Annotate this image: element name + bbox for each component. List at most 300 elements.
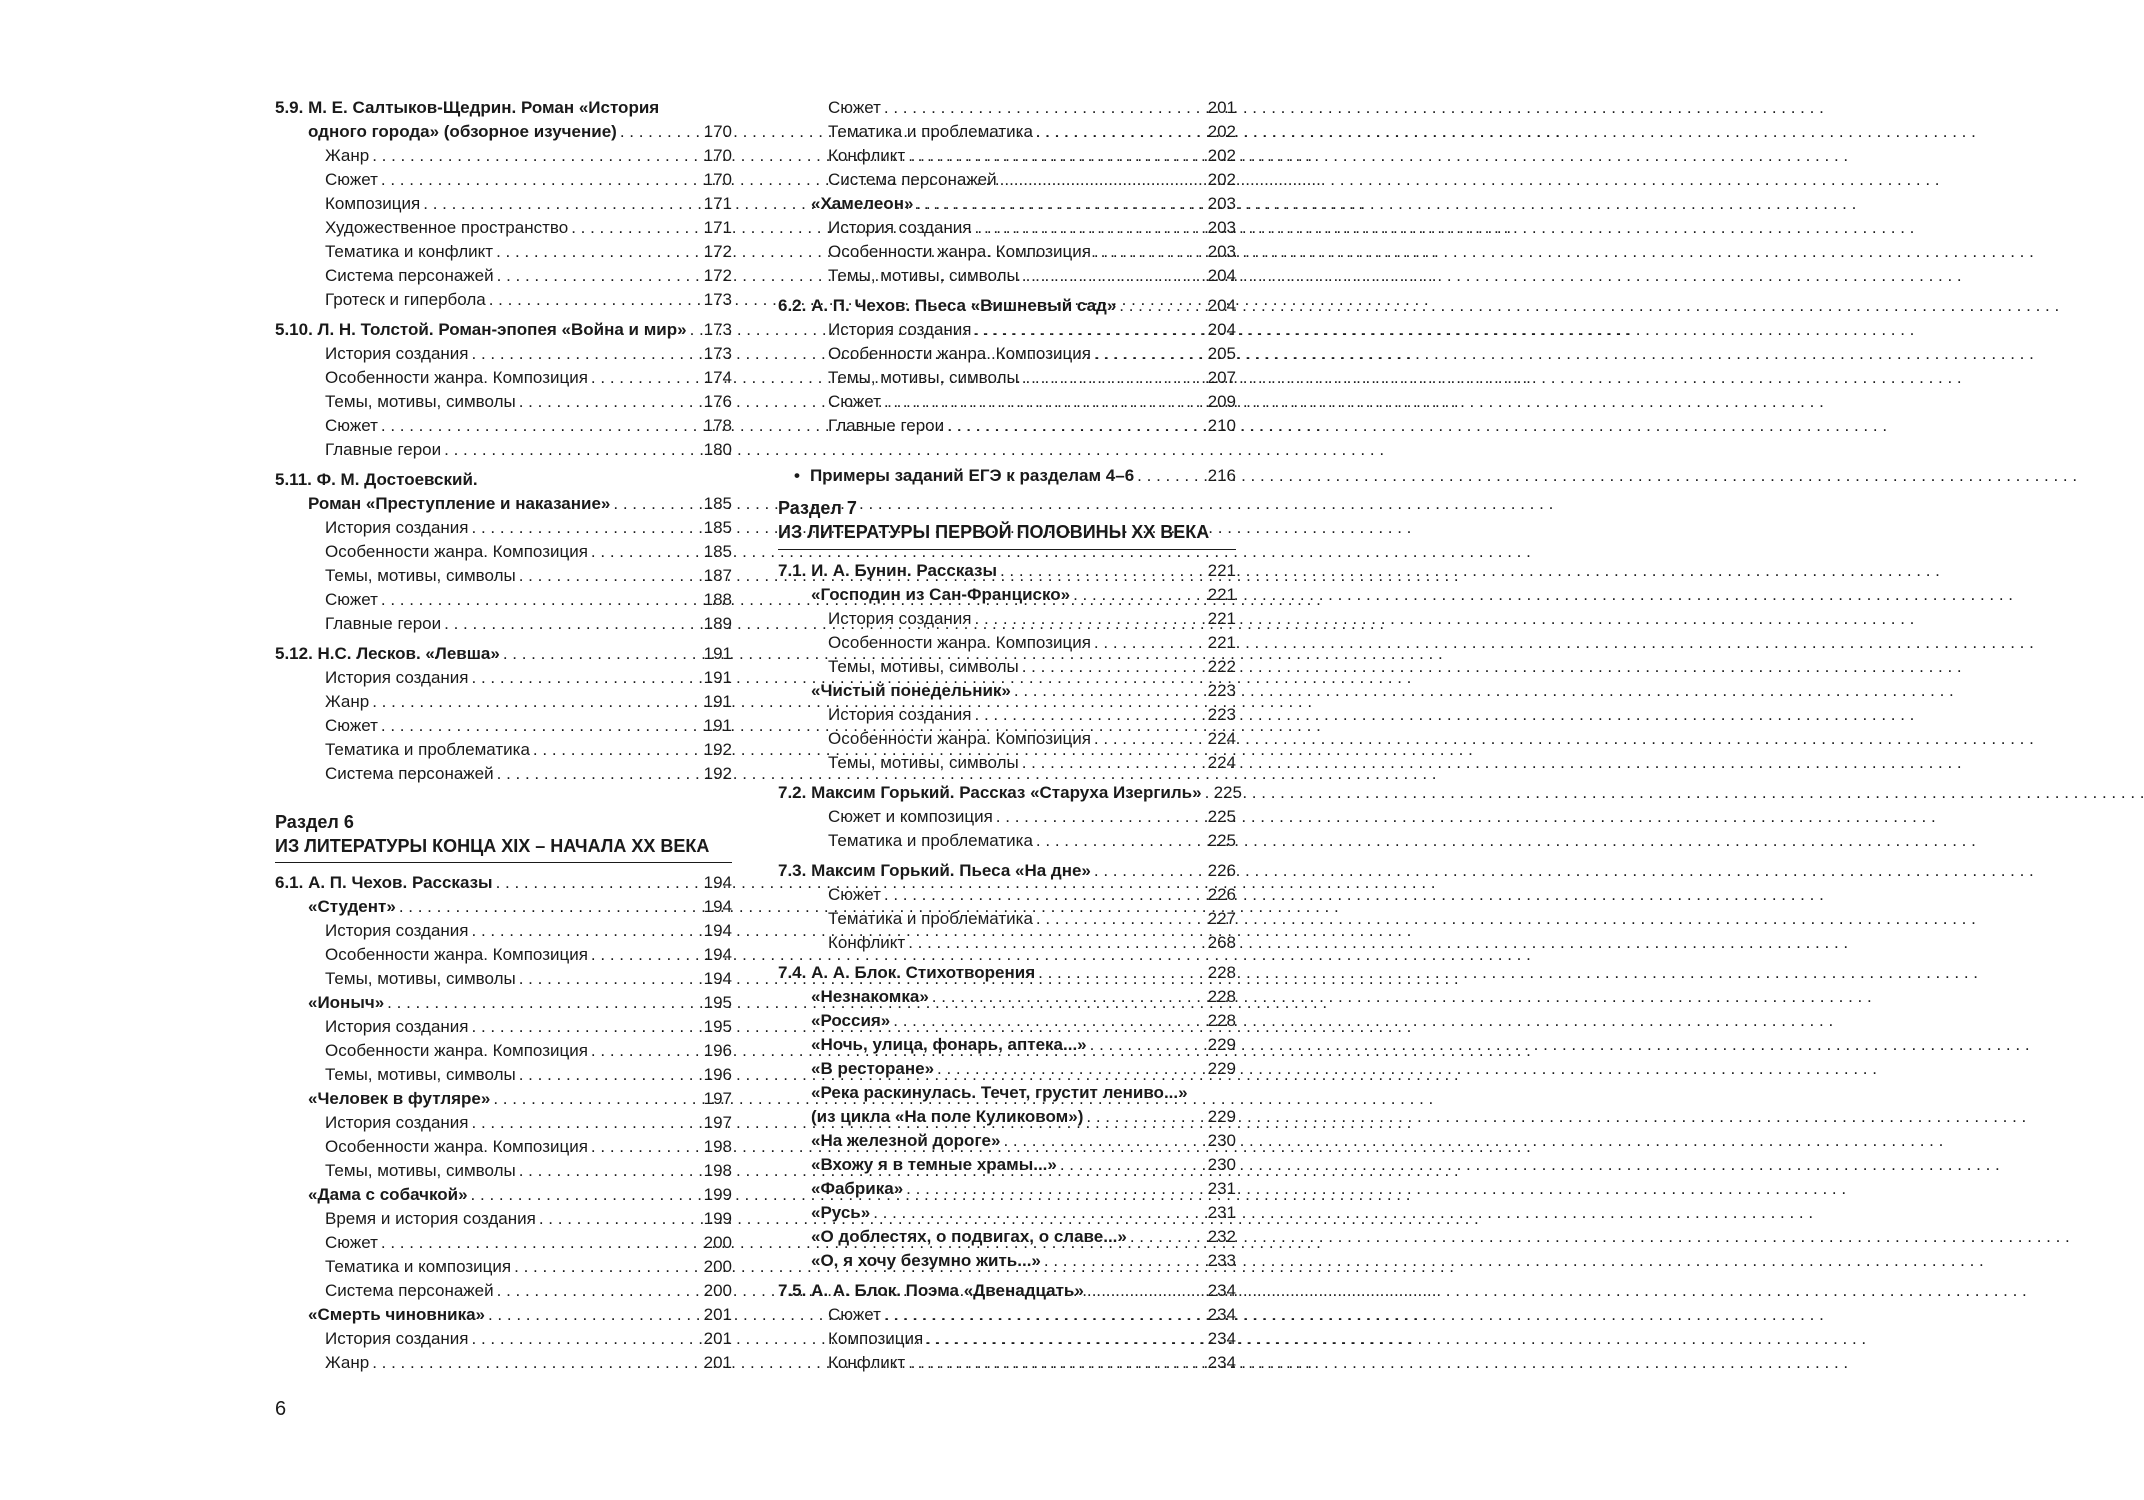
toc-entry-title: Особенности жанра. Композиция [325, 368, 588, 387]
toc-entry-title: Художественное пространство [325, 218, 569, 237]
toc-entry-title: Жанр [325, 1353, 370, 1372]
toc-entry-page: 185 [703, 494, 732, 513]
toc-entry-title: Темы, мотивы, символы [325, 969, 516, 988]
toc-entry-title: «На железной дороге» [811, 1131, 1001, 1150]
toc-entry-title: Особенности жанра. Композиция [325, 1041, 588, 1060]
toc-entry-page: 201 [703, 1329, 732, 1348]
leader-dots [1033, 831, 1205, 851]
leader-dots [881, 1305, 1205, 1325]
leader-dots [469, 1113, 701, 1133]
toc-entry-title: «Дама с собачкой» [308, 1185, 468, 1204]
leader-dots [469, 518, 701, 538]
leader-dots [494, 764, 701, 784]
leader-dots [890, 1011, 1204, 1031]
leader-dots [1070, 585, 1205, 605]
toc-entry [778, 653, 1236, 677]
toc-entry-page: 228 [1207, 987, 1236, 1006]
section-7-label: Раздел 7 [778, 498, 857, 518]
leader-dots [469, 1329, 701, 1349]
toc-entry-title: «Студент» [308, 897, 396, 916]
leader-dots [420, 194, 700, 214]
toc-entry-page: 223 [1207, 681, 1236, 700]
toc-entry-title: Темы, мотивы, символы [828, 368, 1019, 387]
toc-entry-title: История создания [828, 218, 972, 237]
leader-dots [1019, 368, 1205, 388]
toc-entry [275, 436, 732, 460]
toc-entry [778, 1223, 1236, 1247]
toc-entry-page: 221 [1207, 633, 1236, 652]
leader-dots [493, 873, 701, 893]
toc-entry [275, 166, 732, 190]
toc-entry [778, 1277, 1236, 1301]
toc-entry-title: История создания [325, 668, 469, 687]
toc-entry-title: «Россия» [811, 1011, 891, 1030]
toc-entry-page: 197 [703, 1113, 732, 1132]
toc-entry-page: 232 [1207, 1227, 1236, 1246]
toc-entry-page: 199 [703, 1185, 732, 1204]
toc-entry-title: «Русь» [811, 1203, 871, 1222]
leader-dots [972, 218, 1205, 238]
toc-entry-title: Система персонажей [325, 266, 494, 285]
toc-entry-title: 5.9. М. Е. Салтыков-Щедрин. Роман «История [275, 98, 660, 117]
toc-entry-title: (из цикла «На поле Куликовом») [811, 1107, 1084, 1126]
leader-dots [687, 320, 701, 340]
toc-entry-page: 191 [703, 716, 732, 735]
toc-entry [778, 677, 1236, 701]
toc-entry-page: 229 [1207, 1059, 1236, 1078]
toc-entry [275, 118, 732, 142]
toc-entry-page: 194 [703, 921, 732, 940]
toc-entry-title: Система персонажей [828, 170, 997, 189]
toc-entry-page: 234 [1207, 1353, 1236, 1372]
leader-dots [1083, 1107, 1204, 1127]
toc-entry-page: 201 [703, 1305, 732, 1324]
toc-entry-page: 230 [1207, 1155, 1236, 1174]
leader-dots [997, 170, 1205, 190]
toc-entry-page: 228 [1207, 963, 1236, 982]
leader-dots [369, 1353, 700, 1373]
toc-entry-title: «Вхожу я в темные храмы...» [811, 1155, 1057, 1174]
toc-entry [275, 989, 732, 1013]
toc-entry [778, 959, 1236, 983]
toc-entry-title: Темы, мотивы, символы [828, 266, 1019, 285]
leader-dots [378, 590, 701, 610]
toc-entry-title: История создания [325, 518, 469, 537]
toc-entry-title: Главные герои [325, 614, 442, 633]
leader-dots [441, 440, 700, 460]
toc-entry-page: 221 [1207, 609, 1236, 628]
leader-dots [1087, 1035, 1205, 1055]
leader-dots [881, 392, 1205, 412]
toc-entry [778, 749, 1236, 773]
toc-entry-page: 221 [1207, 561, 1236, 580]
leader-dots [905, 146, 1204, 166]
toc-entry-page: 173 [703, 320, 732, 339]
toc-entry-page: 201 [1207, 98, 1236, 117]
leader-dots [1127, 1227, 1205, 1247]
toc-entry-page: 200 [703, 1257, 732, 1276]
toc-entry [778, 1247, 1236, 1271]
toc-entry [778, 412, 1236, 436]
toc-entry [275, 1205, 732, 1229]
toc-entry-page: 229 [1207, 1107, 1236, 1126]
leader-dots [1033, 122, 1205, 142]
toc-entry [275, 941, 732, 965]
leader-dots [469, 921, 701, 941]
leader-dots [1035, 963, 1205, 983]
toc-entry-page: 203 [1207, 242, 1236, 261]
toc-entry [275, 286, 732, 310]
toc-entry-page: 234 [1207, 1305, 1236, 1324]
leader-dots [493, 242, 701, 262]
toc-entry-title: История создания [325, 1113, 469, 1132]
toc-entry [275, 917, 732, 941]
leader-dots [516, 566, 701, 586]
toc-entry [778, 462, 1236, 486]
toc-entry-title: «Незнакомка» [811, 987, 929, 1006]
leader-dots [905, 933, 1204, 953]
toc-entry-page: 200 [703, 1233, 732, 1252]
toc-entry-page: 231 [1207, 1203, 1236, 1222]
toc-entry [275, 1157, 732, 1181]
leader-dots [588, 1041, 701, 1061]
toc-entry-page: 195 [703, 1017, 732, 1036]
toc-entry [275, 466, 732, 490]
leader-dots [469, 668, 701, 688]
toc-entry [778, 1079, 1236, 1103]
toc-entry [275, 142, 732, 166]
toc-entry-page: 221 [1207, 585, 1236, 604]
toc-entry [778, 1199, 1236, 1223]
leader-dots [369, 146, 700, 166]
leader-dots [972, 320, 1205, 340]
toc-entry-page: 226 [1207, 861, 1236, 880]
toc-entry [778, 701, 1236, 725]
toc-entry [778, 929, 1236, 953]
toc-entry [275, 1037, 732, 1061]
leader-dots [923, 1329, 1204, 1349]
toc-entry [778, 1007, 1236, 1031]
toc-entry-page: 268 [1207, 933, 1236, 952]
leader-dots [1091, 633, 1205, 653]
toc-entry [275, 1325, 732, 1349]
toc-entry-title: История создания [828, 705, 972, 724]
toc-entry-page: 192 [703, 740, 732, 759]
toc-entry-page: 176 [703, 392, 732, 411]
toc-entry-page: 204 [1207, 320, 1236, 339]
toc-entry-title: Особенности жанра. Композиция [325, 1137, 588, 1156]
toc-entry-title: Жанр [325, 146, 370, 165]
toc-entry-page: 198 [703, 1161, 732, 1180]
toc-entry-title: Темы, мотивы, символы [325, 1065, 516, 1084]
toc-entry [275, 538, 732, 562]
toc-entry-page: 204 [1207, 266, 1236, 285]
toc-entry-title: Главные герои [325, 440, 442, 459]
toc-entry-page: 198 [703, 1137, 732, 1156]
leader-dots [516, 969, 701, 989]
section-6-rule [275, 862, 732, 863]
toc-entry [778, 881, 1236, 905]
leader-dots [516, 1161, 701, 1181]
toc-entry-page: 202 [1207, 146, 1236, 165]
toc-entry-page: 172 [703, 242, 732, 261]
leader-dots [972, 705, 1205, 725]
toc-entry-title: «Ночь, улица, фонарь, аптека...» [811, 1035, 1087, 1054]
toc-entry [778, 803, 1236, 827]
toc-entry-title: Темы, мотивы, символы [325, 566, 516, 585]
toc-entry-title: Сюжет [325, 1233, 378, 1252]
toc-entry-title: Особенности жанра. Композиция [828, 729, 1091, 748]
toc-entry [275, 214, 732, 238]
toc-entry-page: 225 [1213, 783, 1242, 802]
toc-entry-title: Жанр [325, 692, 370, 711]
toc-entry-title: Сюжет [828, 392, 881, 411]
leader-dots [617, 122, 701, 142]
toc-entry-title: Сюжет [828, 98, 881, 117]
toc-entry [275, 412, 732, 436]
toc-entry [275, 1181, 732, 1205]
toc-entry [778, 857, 1236, 881]
leader-dots [588, 368, 701, 388]
toc-entry-page: 185 [703, 518, 732, 537]
toc-entry-page: 210 [1207, 416, 1236, 435]
toc-entry-page: 191 [703, 644, 732, 663]
leader-dots [929, 987, 1205, 1007]
toc-entry-title: Особенности жанра. Композиция [325, 542, 588, 561]
toc-entry [275, 1013, 732, 1037]
toc-entry-page: 228 [1207, 1011, 1236, 1030]
toc-entry-page: 180 [703, 440, 732, 459]
leader-dots [1019, 753, 1205, 773]
toc-entry-title: Тематика и проблематика [828, 831, 1033, 850]
toc-entry-title: История создания [325, 921, 469, 940]
toc-entry [778, 190, 1236, 214]
toc-entry-page: 233 [1207, 1251, 1236, 1270]
toc-entry-page: 194 [703, 945, 732, 964]
toc-entry [778, 581, 1236, 605]
toc-entry [275, 562, 732, 586]
leader-dots [1091, 344, 1205, 364]
toc-entry [778, 605, 1236, 629]
toc-entry [275, 316, 732, 340]
leader-dots [1202, 783, 1211, 803]
toc-entry-title: История создания [325, 1017, 469, 1036]
toc-entry [275, 238, 732, 262]
toc-entry-page: 203 [1207, 194, 1236, 213]
toc-entry-page: 191 [703, 692, 732, 711]
leader-dots [441, 614, 700, 634]
toc-entry [275, 514, 732, 538]
toc-entry-title: Темы, мотивы, символы [325, 392, 516, 411]
toc-entry-page: 189 [703, 614, 732, 633]
toc-entry-title: «В ресторане» [811, 1059, 935, 1078]
toc-entry [275, 94, 732, 118]
toc-entry [275, 965, 732, 989]
toc-entry-title: Сюжет [325, 416, 378, 435]
toc-entry-page: 170 [703, 170, 732, 189]
leader-dots [516, 1065, 701, 1085]
toc-entry-page: 194 [703, 969, 732, 988]
toc-entry-title: «Ионыч» [308, 993, 385, 1012]
toc-entry-title: «Фабрика» [811, 1179, 904, 1198]
leader-dots [1084, 1281, 1205, 1301]
toc-entry-title: одного города» (обзорное изучение) [308, 122, 617, 141]
toc-entry-title: «Хамелеон» [811, 194, 914, 213]
toc-entry-page: 196 [703, 1041, 732, 1060]
leader-dots [588, 542, 701, 562]
page-number: 6 [275, 1398, 287, 1420]
leader-dots [486, 290, 701, 310]
toc-entry [778, 1175, 1236, 1199]
toc-entry [275, 364, 732, 388]
leader-dots [378, 416, 701, 436]
toc-entry-page: 231 [1207, 1179, 1236, 1198]
leader-dots [500, 644, 701, 664]
toc-entry-title: Сюжет [325, 170, 378, 189]
toc-entry-title: Композиция [828, 1329, 924, 1348]
section-7-title: ИЗ ЛИТЕРАТУРЫ ПЕРВОЙ ПОЛОВИНЫ XX ВЕКА [778, 522, 1210, 542]
toc-entry [275, 1349, 732, 1373]
toc-entry [275, 1253, 732, 1277]
toc-entry-title: Композиция [325, 194, 421, 213]
leader-dots [1041, 1251, 1205, 1271]
toc-entry-title: Сюжет и композиция [828, 807, 993, 826]
leader-dots [469, 1017, 701, 1037]
toc-entry [275, 664, 732, 688]
toc-entry-page: 224 [1207, 729, 1236, 748]
toc-entry-title: «Чистый понедельник» [811, 681, 1011, 700]
toc-entry-page: 224 [1207, 753, 1236, 772]
toc-entry [778, 1325, 1236, 1349]
toc-entry [275, 869, 732, 893]
toc-entry-title: Сюжет [828, 885, 881, 904]
toc-entry [275, 262, 732, 286]
leader-dots [588, 945, 701, 965]
toc-entry [275, 190, 732, 214]
toc-entry-page: 195 [703, 993, 732, 1012]
toc-entry [778, 983, 1236, 1007]
toc-entry-title: 7.1. И. А. Бунин. Рассказы [778, 561, 997, 580]
toc-entry-title: Особенности жанра. Композиция [828, 633, 1091, 652]
toc-entry [778, 166, 1236, 190]
leader-dots [469, 344, 701, 364]
toc-entry-title: Конфликт [828, 1353, 906, 1372]
toc-entry [778, 725, 1236, 749]
toc-entry [778, 1103, 1236, 1127]
toc-entry [275, 610, 732, 634]
toc-entry-page: 171 [703, 194, 732, 213]
toc-entry [778, 364, 1236, 388]
leader-dots [881, 98, 1205, 118]
toc-entry-title: Тематика и проблематика [828, 122, 1033, 141]
toc-entry-title: Система персонажей [325, 764, 494, 783]
toc-entry-page: 230 [1207, 1131, 1236, 1150]
toc-entry-title: Система персонажей [325, 1281, 494, 1300]
toc-entry [778, 1127, 1236, 1151]
toc-entry [778, 1349, 1236, 1373]
toc-entry [275, 1061, 732, 1085]
leader-dots [516, 392, 701, 412]
leader-dots [881, 885, 1205, 905]
leader-dots [1019, 657, 1205, 677]
toc-entry-page: 172 [703, 266, 732, 285]
toc-entry-page: 227 [1207, 909, 1236, 928]
leader-dots [870, 1203, 1204, 1223]
toc-entry [778, 94, 1236, 118]
toc-entry-page: 173 [703, 344, 732, 363]
toc-entry-title: «О доблестях, о подвигах, о славе...» [811, 1227, 1127, 1246]
toc-entry-title: «О, я хочу безумно жить...» [811, 1251, 1041, 1270]
leader-dots [905, 1353, 1204, 1373]
leader-dots [1134, 466, 1204, 486]
toc-entry-title: 7.5. А. А. Блок. Поэма «Двенадцать» [778, 1281, 1084, 1300]
toc-entry [275, 1301, 732, 1325]
leader-dots [944, 416, 1204, 436]
toc-entry [275, 736, 732, 760]
leader-dots [934, 1059, 1205, 1079]
leader-dots [1091, 861, 1205, 881]
toc-entry-page: 171 [703, 218, 732, 237]
toc-entry-page: 201 [703, 1353, 732, 1372]
toc-entry-title: «Река раскинулась. Течет, грустит лениво...» [811, 1083, 1188, 1102]
toc-entry-page: 174 [703, 368, 732, 387]
toc-entry-title: Конфликт [828, 933, 906, 952]
toc-entry [275, 893, 732, 917]
toc-entry-title: Конфликт [828, 146, 906, 165]
leader-dots [378, 170, 701, 190]
toc-entry-page: 234 [1207, 1281, 1236, 1300]
toc-entry-title: Гротеск и гипербола [325, 290, 486, 309]
toc-entry-page: 205 [1207, 344, 1236, 363]
toc-entry-title: Сюжет [325, 590, 378, 609]
toc-entry-title: «Человек в футляре» [308, 1089, 491, 1108]
leader-dots [511, 1257, 701, 1277]
toc-entry-title: 6.1. А. П. Чехов. Рассказы [275, 873, 493, 892]
toc-entry [778, 1151, 1236, 1175]
toc-entry [275, 1229, 732, 1253]
leader-dots [384, 993, 700, 1013]
leader-dots [568, 218, 700, 238]
leader-dots [1116, 296, 1204, 316]
toc-entry-title: История создания [325, 344, 469, 363]
leader-dots [1019, 266, 1205, 286]
leader-dots [1033, 909, 1205, 929]
toc-entry [778, 262, 1236, 286]
toc-entry-title: 5.10. Л. Н. Толстой. Роман-эпопея «Война и мир» [275, 320, 687, 339]
toc-entry [778, 214, 1236, 238]
toc-entry-title: Особенности жанра. Композиция [828, 242, 1091, 261]
toc-entry-page: 170 [703, 122, 732, 141]
leader-dots [993, 807, 1205, 827]
toc-entry-title: Роман «Преступление и наказание» [308, 494, 611, 513]
leader-dots [378, 716, 701, 736]
leader-dots [913, 194, 1204, 214]
toc-entry [778, 388, 1236, 412]
leader-dots [530, 740, 701, 760]
toc-entry-title: 5.12. Н.С. Лесков. «Левша» [275, 644, 500, 663]
toc-entry-title: «Господин из Сан-Франциско» [811, 585, 1071, 604]
toc-entry-page: 222 [1207, 657, 1236, 676]
toc-entry-page: 204 [1207, 296, 1236, 315]
toc-entry [275, 760, 732, 784]
toc-entry-page: 203 [1207, 218, 1236, 237]
toc-entry [275, 1133, 732, 1157]
leader-dots [494, 266, 701, 286]
toc-entry-title: Тематика и конфликт [325, 242, 494, 261]
toc-entry-page: 202 [1207, 170, 1236, 189]
leader-dots [1091, 242, 1205, 262]
toc-entry-page: 225 [1207, 807, 1236, 826]
